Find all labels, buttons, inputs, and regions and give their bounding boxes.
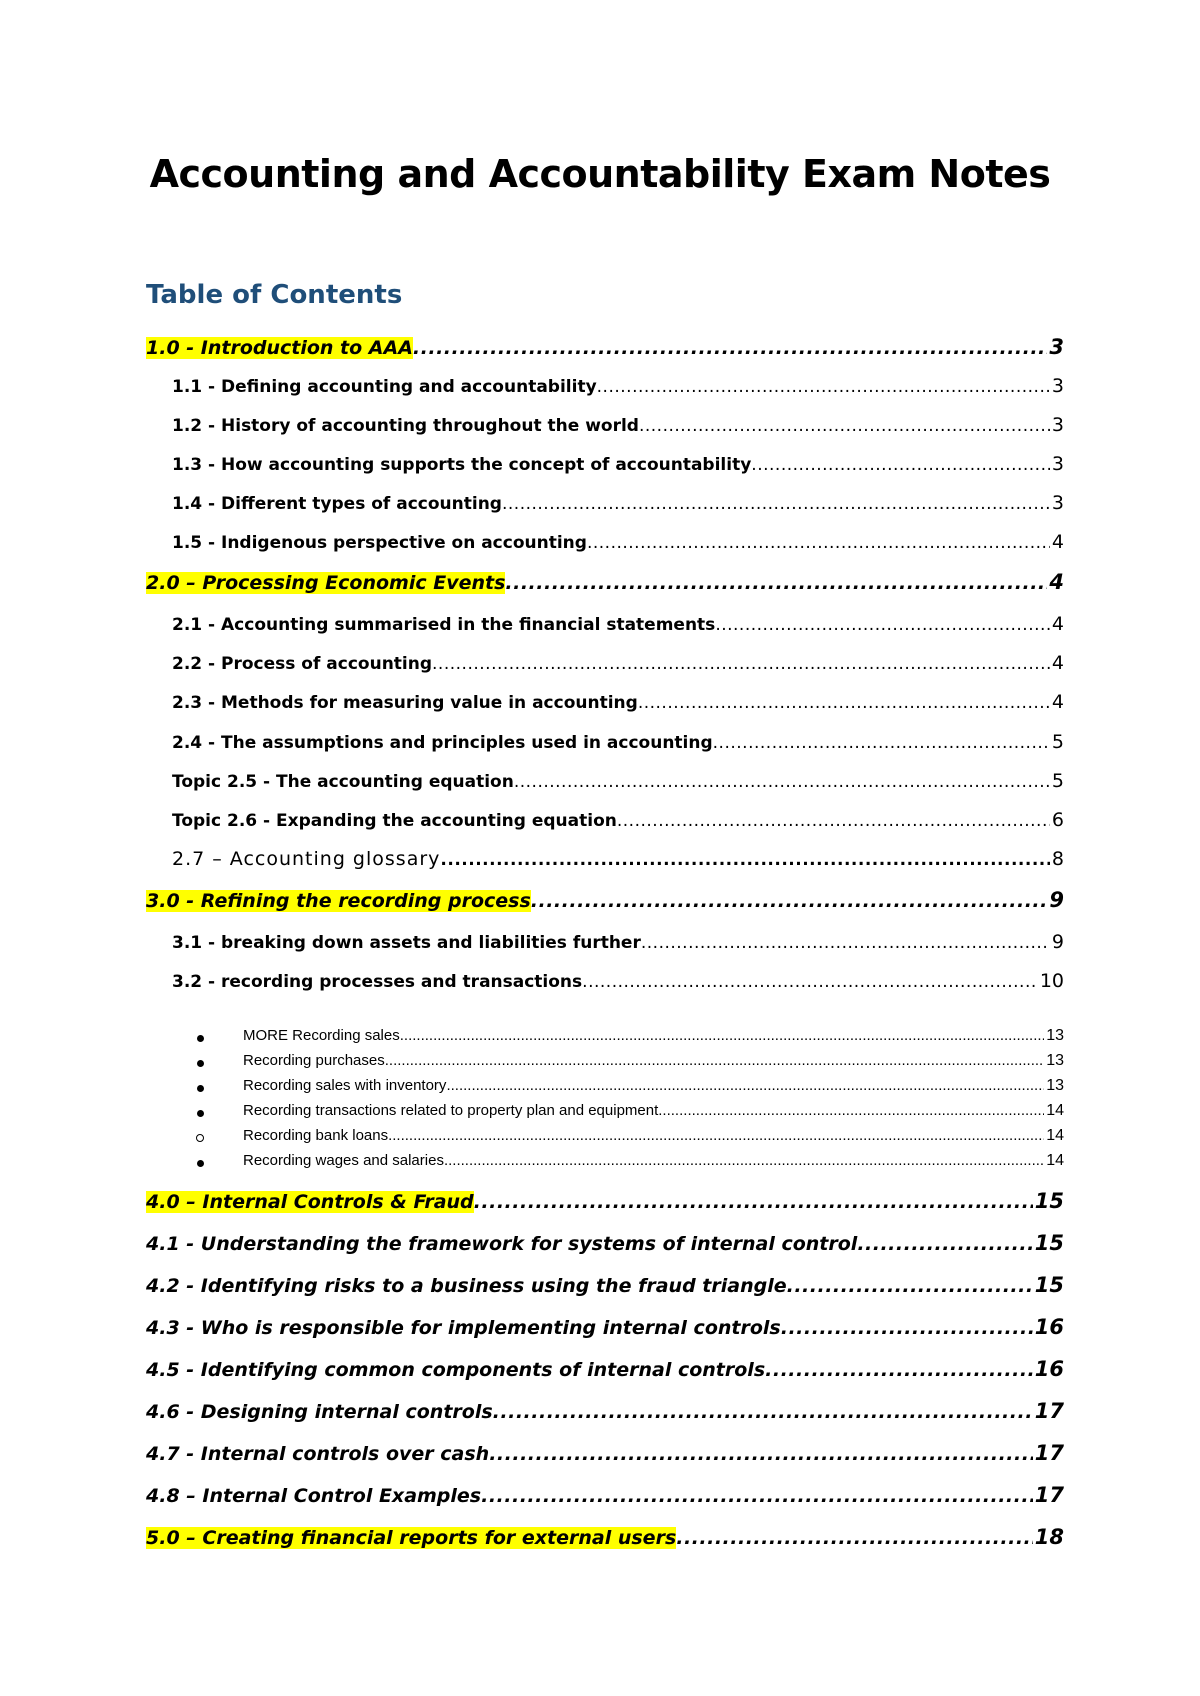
dot-leader [676, 1527, 1033, 1549]
toc-page-number: 16 [1034, 1315, 1064, 1339]
toc-entry-label: 2.1 - Accounting summarised in the financial statements [172, 615, 716, 635]
toc-page-number: 9 [1051, 931, 1064, 953]
toc-entry-label: Recording purchases [243, 1052, 385, 1069]
dot-leader [505, 572, 1047, 594]
toc-entry-4-5[interactable] [146, 1357, 1064, 1387]
dot-leader [641, 933, 1050, 953]
dot-leader [639, 416, 1050, 436]
toc-entry-label: 2.4 - The assumptions and principles used in accounting [172, 733, 713, 753]
toc-entry-label: 1.0 - Introduction to AAA [146, 337, 413, 359]
dot-leader [597, 377, 1050, 397]
toc-entry-label: Recording bank loans [243, 1127, 389, 1144]
toc-page-number: 10 [1039, 970, 1064, 992]
toc-entry-label: MORE Recording sales [243, 1027, 400, 1044]
toc-page-number: 13 [1046, 1027, 1064, 1044]
toc-entry-label: 1.5 - Indigenous perspective on accounting [172, 533, 587, 553]
toc-entry-label: 2.0 – Processing Economic Events [146, 572, 506, 594]
dot-leader [493, 1401, 1033, 1423]
toc-entry-label: 4.3 - Who is responsible for implementing internal controls [146, 1317, 781, 1339]
dot-leader [787, 1275, 1033, 1297]
toc-entry-bullet[interactable] [243, 1077, 1064, 1099]
bullet-dot-icon [192, 1052, 208, 1074]
toc-page-number: 8 [1051, 848, 1064, 870]
dot-leader [587, 533, 1050, 553]
toc-entry-2-5[interactable] [172, 770, 1064, 798]
toc-page-number: 5 [1051, 770, 1064, 792]
toc-page-number: 4 [1049, 570, 1064, 594]
toc-entry-1-5[interactable] [172, 531, 1064, 559]
toc-page-number: 14 [1046, 1127, 1064, 1144]
dot-leader [385, 1052, 1044, 1069]
toc-entry-label: 3.0 - Refining the recording process [146, 890, 531, 912]
toc-entry-1-0[interactable] [146, 335, 1064, 365]
toc-entry-label: 4.5 - Identifying common components of internal controls [146, 1359, 766, 1381]
dot-leader [857, 1233, 1032, 1255]
bullet-dot-icon [192, 1102, 208, 1124]
dot-leader [440, 850, 1050, 870]
dot-leader [444, 1152, 1044, 1169]
toc-page-number: 4 [1051, 652, 1064, 674]
toc-entry-label: 4.7 - Internal controls over cash [146, 1443, 490, 1465]
toc-page-number: 14 [1046, 1152, 1064, 1169]
toc-entry-label: 2.7 – Accounting glossary [172, 848, 441, 870]
toc-entry-4-0[interactable] [146, 1189, 1064, 1219]
dot-leader [582, 972, 1038, 992]
toc-page-number: 15 [1034, 1273, 1064, 1297]
document-title: Accounting and Accountability Exam Notes [149, 152, 1051, 196]
toc-entry-1-4[interactable] [172, 492, 1064, 520]
dot-leader [781, 1317, 1033, 1339]
toc-entry-2-0[interactable] [146, 570, 1064, 600]
dot-leader [413, 337, 1047, 359]
toc-page-number: 16 [1034, 1357, 1064, 1381]
dot-leader [388, 1127, 1044, 1144]
toc-entry-bullet[interactable] [243, 1052, 1064, 1074]
bullet-dot-icon [192, 1077, 208, 1099]
toc-entry-4-3[interactable] [146, 1315, 1064, 1345]
dot-leader [400, 1027, 1044, 1044]
toc-entry-label: 4.2 - Identifying risks to a business using the fraud triangle [146, 1275, 787, 1297]
toc-entry-label: Topic 2.6 - Expanding the accounting equation [172, 811, 617, 831]
dot-leader [474, 1191, 1033, 1213]
bullet-circle-icon [192, 1127, 208, 1149]
toc-entry-label: 1.3 - How accounting supports the concept of accountability [172, 455, 752, 475]
dot-leader [658, 1102, 1044, 1119]
dot-leader [502, 494, 1050, 514]
toc-page-number: 4 [1051, 531, 1064, 553]
dot-leader [531, 890, 1048, 912]
toc-entry-label: 4.6 - Designing internal controls [146, 1401, 493, 1423]
toc-entry-3-0[interactable] [146, 888, 1064, 918]
toc-page-number: 9 [1049, 888, 1064, 912]
dot-leader [765, 1359, 1033, 1381]
dot-leader [751, 455, 1050, 475]
toc-page-number: 3 [1051, 453, 1064, 475]
toc-page-number: 3 [1051, 375, 1064, 397]
toc-entry-label: 3.2 - recording processes and transactions [172, 972, 583, 992]
toc-page-number: 15 [1034, 1231, 1064, 1255]
toc-entry-label: 4.1 - Understanding the framework for systems of internal control [146, 1233, 858, 1255]
toc-entry-label: 1.1 - Defining accounting and accountability [172, 377, 597, 397]
toc-entry-label: Recording wages and salaries [243, 1152, 444, 1169]
toc-page-number: 14 [1046, 1102, 1064, 1119]
dot-leader [617, 811, 1050, 831]
toc-entry-bullet[interactable] [243, 1152, 1064, 1174]
toc-entry-1-3[interactable] [172, 453, 1064, 481]
toc-page-number: 4 [1051, 691, 1064, 713]
toc-page-number: 13 [1046, 1077, 1064, 1094]
dot-leader [489, 1443, 1033, 1465]
toc-entry-1-2[interactable] [172, 414, 1064, 442]
toc-entry-2-7[interactable] [172, 848, 1064, 876]
toc-page-number: 17 [1034, 1483, 1064, 1507]
toc-entry-bullet[interactable] [243, 1102, 1064, 1124]
toc-entry-label: Topic 2.5 - The accounting equation [172, 772, 514, 792]
toc-page-number: 3 [1051, 414, 1064, 436]
toc-entry-2-3[interactable] [172, 691, 1064, 719]
toc-entry-label: 5.0 – Creating financial reports for external users [146, 1527, 677, 1549]
toc-entry-4-8[interactable] [146, 1483, 1064, 1513]
dot-leader [715, 615, 1050, 635]
toc-entry-label: 3.1 - breaking down assets and liabilities further [172, 933, 641, 953]
toc-page-number: 17 [1034, 1441, 1064, 1465]
toc-entry-1-1[interactable] [172, 375, 1064, 403]
toc-page-number: 4 [1051, 613, 1064, 635]
toc-entry-label: 2.3 - Methods for measuring value in accounting [172, 693, 638, 713]
toc-entry-4-6[interactable] [146, 1399, 1064, 1429]
toc-page-number: 5 [1051, 731, 1064, 753]
toc-entry-bullet[interactable] [243, 1027, 1064, 1049]
toc-entry-2-6[interactable] [172, 809, 1064, 837]
toc-entry-4-2[interactable] [146, 1273, 1064, 1303]
toc-entry-label: 1.4 - Different types of accounting [172, 494, 502, 514]
toc-entry-label: 1.2 - History of accounting throughout the world [172, 416, 639, 436]
dot-leader [446, 1077, 1044, 1094]
dot-leader [481, 1485, 1033, 1507]
toc-entry-label: 4.0 – Internal Controls & Fraud [146, 1191, 474, 1213]
dot-leader [514, 772, 1050, 792]
toc-page-number: 17 [1034, 1399, 1064, 1423]
toc-page-number: 3 [1049, 335, 1064, 359]
toc-page-number: 15 [1034, 1189, 1064, 1213]
toc-entry-2-2[interactable] [172, 652, 1064, 680]
toc-entry-3-1[interactable] [172, 931, 1064, 959]
toc-entry-label: Recording sales with inventory [243, 1077, 447, 1094]
toc-entry-bullet[interactable] [243, 1127, 1064, 1149]
toc-entry-5-0[interactable] [146, 1525, 1064, 1555]
toc-entry-label: 2.2 - Process of accounting [172, 654, 433, 674]
dot-leader [713, 733, 1050, 753]
bullet-dot-icon [192, 1027, 208, 1049]
toc-page-number: 18 [1034, 1525, 1064, 1549]
dot-leader [638, 693, 1050, 713]
toc-page-number: 3 [1051, 492, 1064, 514]
toc-page-number: 6 [1051, 809, 1064, 831]
toc-heading: Table of Contents [146, 280, 403, 310]
toc-entry-label: 4.8 – Internal Control Examples [146, 1485, 482, 1507]
toc-page-number: 13 [1046, 1052, 1064, 1069]
dot-leader [432, 654, 1050, 674]
toc-entry-2-1[interactable] [172, 613, 1064, 641]
toc-entry-2-4[interactable] [172, 731, 1064, 759]
toc-entry-4-7[interactable] [146, 1441, 1064, 1471]
toc-entry-label: Recording transactions related to property plan and equipment [243, 1102, 659, 1119]
toc-entry-3-2[interactable] [172, 970, 1064, 998]
bullet-dot-icon [192, 1152, 208, 1174]
toc-entry-4-1[interactable] [146, 1231, 1064, 1261]
